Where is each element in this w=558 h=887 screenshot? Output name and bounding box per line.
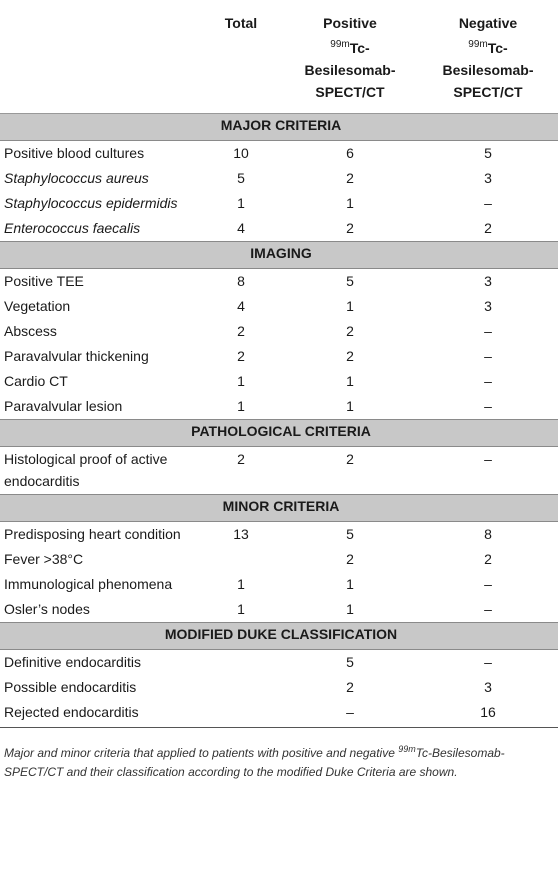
cell-total: 1 (237, 195, 245, 211)
table-row (0, 675, 558, 700)
section-title: MINOR CRITERIA (0, 495, 558, 522)
cell-negative: – (484, 601, 492, 617)
section-title: IMAGING (0, 242, 558, 269)
cell-positive: 2 (346, 323, 354, 339)
cell-positive: 1 (346, 601, 354, 617)
header-empty (0, 0, 200, 114)
row-label: Paravalvular lesion (4, 398, 123, 414)
cell-negative: 2 (484, 220, 492, 236)
cell-positive: 5 (346, 273, 354, 289)
cell-positive: 5 (346, 526, 354, 542)
row-label: Predisposing heart condition (4, 526, 181, 542)
cell-total: 1 (237, 398, 245, 414)
row-label: Immunological phenomena (4, 576, 173, 592)
row-label: Possible endocarditis (4, 679, 137, 695)
section-header-row (0, 623, 558, 650)
cell-positive: 1 (346, 195, 354, 211)
header-positive-line1: Positive (323, 15, 377, 31)
caption-part2: Tc-Besilesomab-SPECT/CT and their classification according to the modified Duke Criteria are shown. (4, 746, 505, 779)
header-negative-line2: Tc- (487, 40, 508, 56)
row-label: Osler’s nodes (4, 601, 90, 617)
table-row (0, 191, 558, 216)
row-label: Vegetation (4, 298, 71, 314)
header-positive (282, 0, 418, 114)
section-header-row (0, 242, 558, 269)
cell-positive: 1 (346, 398, 354, 414)
cell-positive: 1 (346, 373, 354, 389)
table-row (0, 447, 558, 495)
header-negative (418, 0, 558, 114)
row-label: Fever >38°C (4, 551, 84, 567)
header-positive-line2: Tc- (349, 40, 370, 56)
section-title: PATHOLOGICAL CRITERIA (0, 420, 558, 447)
cell-total (200, 700, 282, 728)
header-negative-line4: SPECT/CT (453, 84, 523, 100)
table-row (0, 141, 558, 167)
row-label: Enterococcus faecalis (4, 220, 141, 236)
header-negative-line1: Negative (458, 15, 518, 31)
table-row (0, 394, 558, 420)
cell-negative: 16 (418, 700, 558, 728)
cell-positive: 2 (346, 170, 354, 186)
table-row (0, 522, 558, 548)
section-title: MAJOR CRITERIA (0, 114, 558, 141)
cell-positive: 6 (346, 145, 354, 161)
cell-total (200, 650, 282, 676)
caption-part1: Major and minor criteria that applied to patients with positive and negative (4, 746, 399, 760)
table-row (0, 369, 558, 394)
table-body (0, 114, 558, 728)
table-row (0, 597, 558, 623)
row-label: Staphylococcus aureus (4, 170, 149, 186)
cell-positive: – (282, 700, 418, 728)
cell-positive: 2 (346, 451, 354, 467)
table-row (0, 166, 558, 191)
header-negative-sup: 99m (468, 39, 488, 50)
cell-positive: 2 (346, 551, 354, 567)
cell-total: 10 (233, 145, 249, 161)
cell-negative: 3 (484, 170, 492, 186)
table-row (0, 294, 558, 319)
cell-positive: 1 (346, 576, 354, 592)
cell-positive: 1 (346, 298, 354, 314)
header-positive-line4: SPECT/CT (315, 84, 385, 100)
cell-total: 2 (237, 348, 245, 364)
row-label: Definitive endocarditis (4, 654, 141, 670)
table-row (0, 700, 558, 728)
cell-negative: 8 (484, 526, 492, 542)
cell-positive: 2 (346, 220, 354, 236)
table-caption (0, 728, 558, 782)
cell-total: 2 (237, 323, 245, 339)
cell-negative: 3 (484, 298, 492, 314)
table-row (0, 344, 558, 369)
cell-negative: – (484, 576, 492, 592)
table-row (0, 650, 558, 676)
table-row (0, 216, 558, 242)
cell-total: 1 (237, 601, 245, 617)
header-negative-line3: Besilesomab- (442, 62, 534, 78)
cell-total: 5 (237, 170, 245, 186)
cell-negative: – (484, 195, 492, 211)
cell-negative: – (484, 348, 492, 364)
row-label: Staphylococcus epidermidis (4, 195, 178, 211)
cell-total (200, 675, 282, 700)
cell-negative: 3 (484, 679, 492, 695)
table-header (0, 0, 558, 114)
table-row (0, 269, 558, 295)
header-total-text: Total (224, 15, 258, 31)
section-title: MODIFIED DUKE CLASSIFICATION (0, 623, 558, 650)
table-row (0, 319, 558, 344)
cell-negative: – (484, 398, 492, 414)
cell-negative: – (484, 373, 492, 389)
cell-negative: – (484, 654, 492, 670)
cell-total: 4 (237, 220, 245, 236)
cell-negative: – (484, 323, 492, 339)
cell-total: 4 (237, 298, 245, 314)
section-header-row (0, 420, 558, 447)
row-label: Positive TEE (4, 273, 84, 289)
header-total (200, 0, 282, 114)
row-label: Positive blood cultures (4, 145, 145, 161)
table-row (0, 547, 558, 572)
cell-total: 1 (237, 373, 245, 389)
cell-positive: 5 (346, 654, 354, 670)
cell-negative: 2 (484, 551, 492, 567)
section-header-row (0, 114, 558, 141)
header-positive-line3: Besilesomab- (304, 62, 396, 78)
row-label: Abscess (4, 323, 57, 339)
row-label: Histological proof of active endocarditis (4, 451, 168, 489)
cell-negative: – (484, 451, 492, 467)
row-label: Cardio CT (4, 373, 68, 389)
cell-total (200, 547, 282, 572)
cell-negative: 5 (484, 145, 492, 161)
cell-total: 8 (237, 273, 245, 289)
caption-sup: 99m (398, 744, 416, 754)
cell-total: 1 (237, 576, 245, 592)
row-label: Paravalvular thickening (4, 348, 149, 364)
cell-positive: 2 (346, 679, 354, 695)
cell-positive: 2 (346, 348, 354, 364)
section-header-row (0, 495, 558, 522)
cell-total: 13 (233, 526, 249, 542)
cell-total: 2 (237, 451, 245, 467)
row-label: Rejected endocarditis (0, 700, 200, 728)
table-row (0, 572, 558, 597)
header-positive-sup: 99m (330, 39, 350, 50)
cell-negative: 3 (484, 273, 492, 289)
